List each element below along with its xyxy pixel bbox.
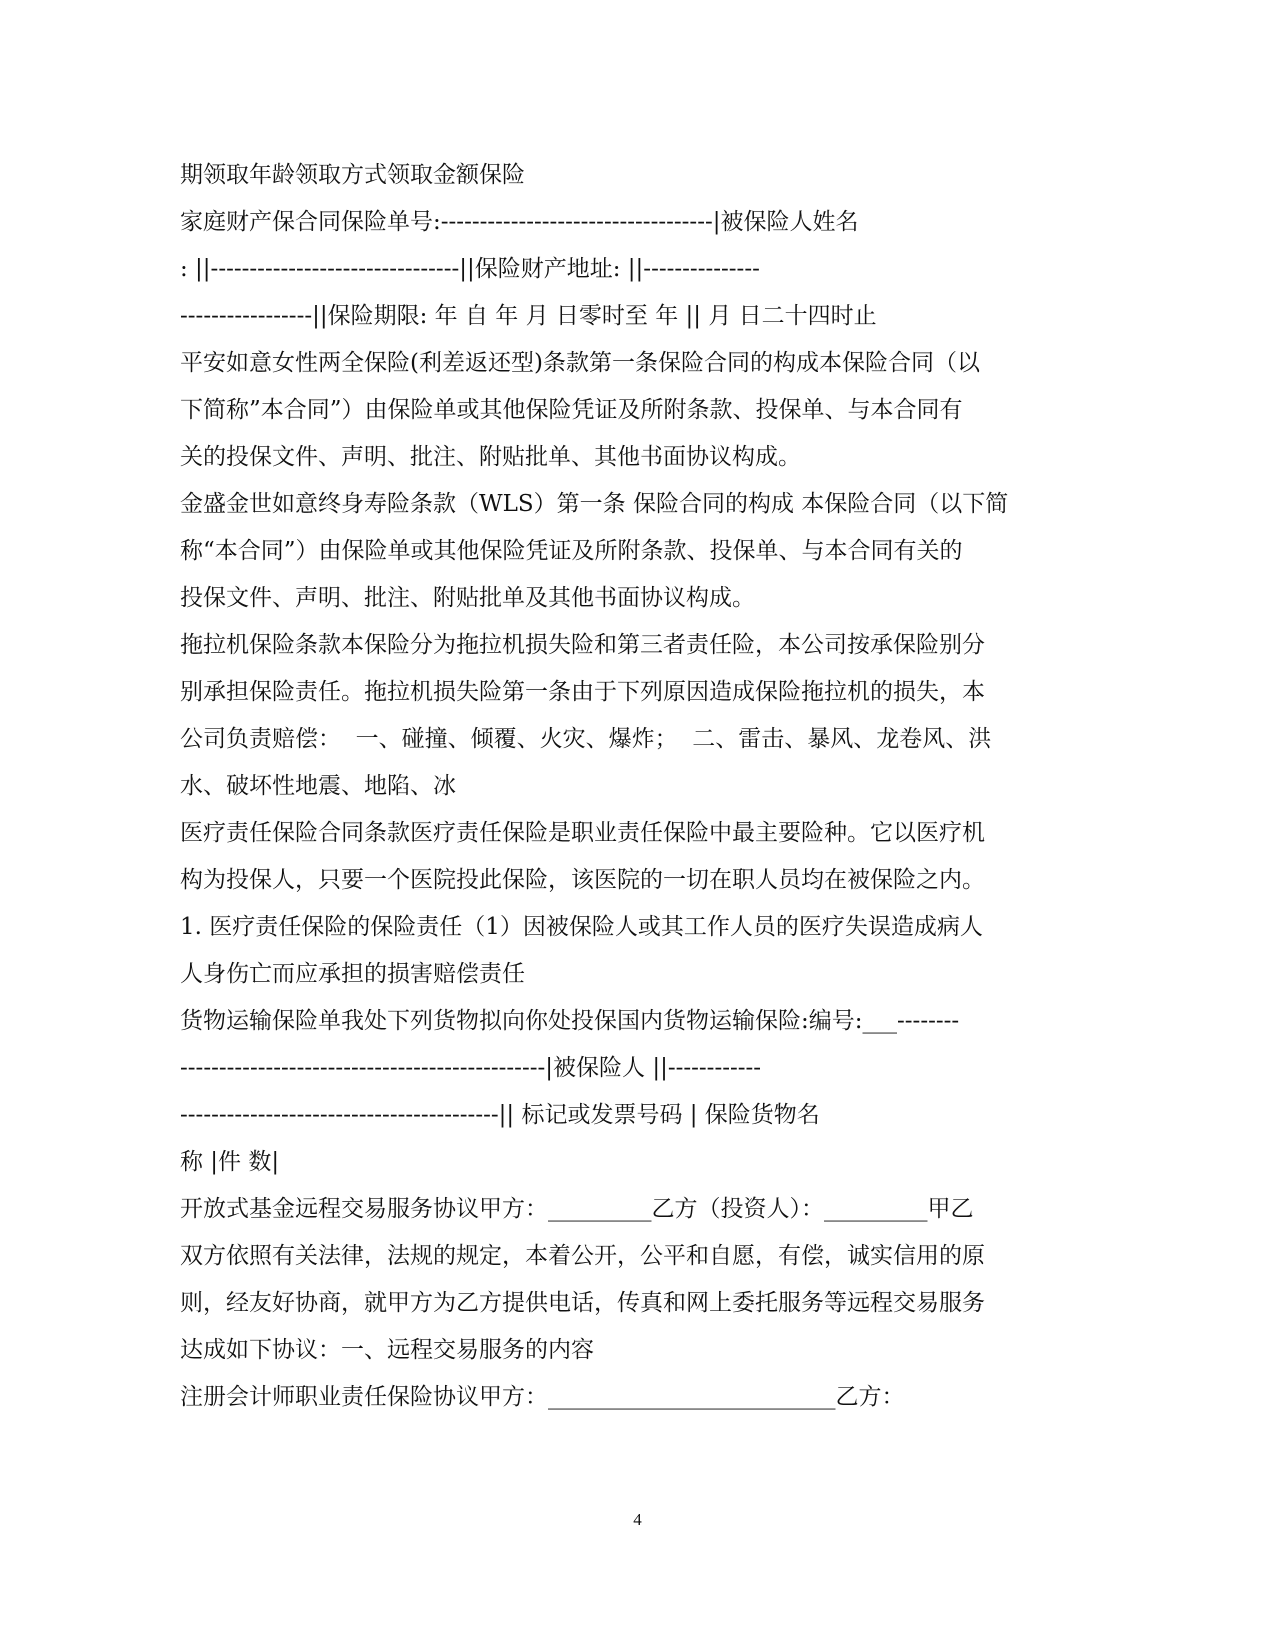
text-line: 称 |件 数| <box>180 1149 280 1175</box>
text-line: -----------------------------------------------|被保险人 ||------------ <box>180 1055 762 1081</box>
text-line: -----------------||保险期限: 年 自 年 月 日零时至 年 || 月 日二十四时止 <box>180 303 877 329</box>
text-line: 拖拉机保险条款本保险分为拖拉机损失险和第三者责任险，本公司按承保险别分 <box>180 632 985 658</box>
text-line: 关的投保文件、声明、批注、附贴批单、其他书面协议构成。 <box>180 444 801 470</box>
text-line: 家庭财产保合同保险单号:-----------------------------------|被保险人姓名 <box>180 209 859 235</box>
text-line: 下简称”本合同”）由保险单或其他保险凭证及所附条款、投保单、与本合同有 <box>180 397 963 423</box>
page-number: 4 <box>633 1510 642 1529</box>
text-line: 金盛金世如意终身寿险条款（WLS）第一条 保险合同的构成 本保险合同（以下简 <box>180 491 1009 517</box>
text-line: 开放式基金远程交易服务协议甲方：_________乙方（投资人）：_________甲乙 <box>180 1196 974 1222</box>
text-line: 期领取年龄领取方式领取金额保险 <box>180 162 525 188</box>
text-line: 人身伤亡而应承担的损害赔偿责任 <box>180 961 525 987</box>
text-line: -----------------------------------------|| 标记或发票号码 | 保险货物名 <box>180 1102 820 1128</box>
text-line: 投保文件、声明、批注、附贴批单及其他书面协议构成。 <box>180 585 755 611</box>
text-line: 货物运输保险单我处下列货物拟向你处投保国内货物运输保险:编号:___-------- <box>180 1008 960 1034</box>
text-line: 1. 医疗责任保险的保险责任（1）因被保险人或其工作人员的医疗失误造成病人 <box>180 914 983 940</box>
text-line: 注册会计师职业责任保险协议甲方：_________________________乙方： <box>180 1384 905 1410</box>
text-line: 别承担保险责任。拖拉机损失险第一条由于下列原因造成保险拖拉机的损失，本 <box>180 679 985 705</box>
text-line: 双方依照有关法律，法规的规定，本着公开，公平和自愿，有偿，诚实信用的原 <box>180 1243 985 1269</box>
text-line: 则，经友好协商，就甲方为乙方提供电话，传真和网上委托服务等远程交易服务 <box>180 1290 985 1316</box>
text-line: 公司负责赔偿： 一、碰撞、倾覆、火灾、爆炸； 二、雷击、暴风、龙卷风、洪 <box>180 726 992 752</box>
text-line: 水、破坏性地震、地陷、冰 <box>180 773 456 799</box>
document-body <box>180 152 1025 1421</box>
text-line: : ||--------------------------------||保险财产地址: ||--------------- <box>180 256 760 282</box>
text-line: 达成如下协议：一、远程交易服务的内容 <box>180 1337 594 1363</box>
text-line: 医疗责任保险合同条款医疗责任保险是职业责任保险中最主要险种。它以医疗机 <box>180 820 985 846</box>
text-line: 平安如意女性两全保险(利差返还型)条款第一条保险合同的构成本保险合同（以 <box>180 350 980 376</box>
text-line: 构为投保人，只要一个医院投此保险，该医院的一切在职人员均在被保险之内。 <box>180 867 985 893</box>
text-line: 称“本合同”）由保险单或其他保险凭证及所附条款、投保单、与本合同有关的 <box>180 538 963 564</box>
